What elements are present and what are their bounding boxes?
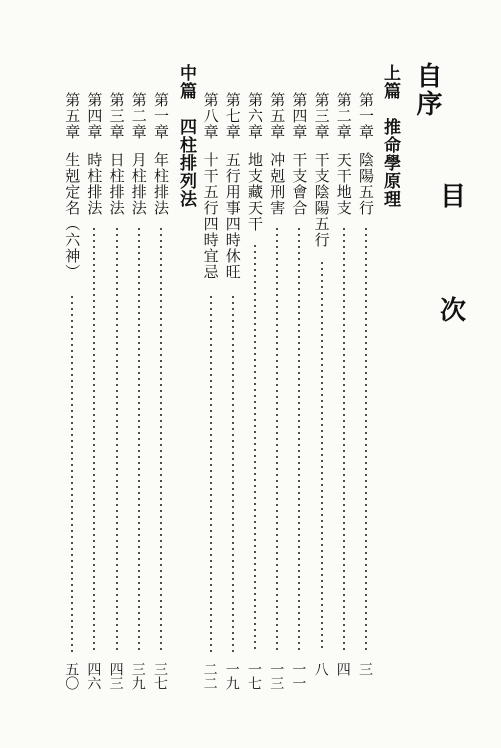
leader-dots	[93, 226, 95, 652]
leader-dots	[298, 226, 300, 652]
chapter-title: 干支會合	[290, 152, 309, 216]
chapter-title: 地支藏天干	[246, 152, 264, 232]
leader-dots	[343, 226, 345, 652]
page-number: 一一	[290, 662, 307, 690]
chapter-title: 日柱排法	[107, 152, 126, 216]
chapter-title: 陰陽五行	[357, 152, 375, 216]
page-number: 五〇	[63, 662, 80, 690]
chapter-number: 第六章	[246, 92, 264, 140]
chapter-number: 第三章	[312, 92, 331, 140]
chapter-number: 第五章	[63, 92, 82, 140]
chapter-number: 第三章	[107, 92, 126, 140]
page-number: 四	[334, 662, 351, 676]
page-number: 一九	[223, 662, 240, 690]
chapter-title: 干支陰陽五行	[312, 152, 331, 248]
leader-dots	[365, 226, 367, 652]
leader-dots	[321, 260, 323, 652]
page-number: 一七	[246, 662, 262, 690]
chapter-title: 天干地支	[334, 152, 353, 216]
chapter-number: 第二章	[129, 92, 148, 140]
page-number: 三九	[129, 662, 146, 690]
chapter-title: 五行用事四時休旺	[223, 152, 242, 280]
leader-dots	[210, 294, 212, 652]
page-number: 一三	[268, 662, 285, 690]
chapter-number: 第五章	[268, 92, 287, 140]
leader-dots	[116, 226, 118, 652]
toc-title-char1: 目	[440, 182, 467, 212]
part1-heading: 上篇 推命學原理	[380, 64, 400, 208]
leader-dots	[160, 226, 162, 652]
chapter-title: 冲剋刑害	[268, 152, 287, 216]
preface-label: 自序	[412, 62, 442, 118]
chapter-number: 第四章	[85, 92, 104, 140]
toc-title-char2: 次	[440, 296, 467, 326]
chapter-number: 第一章	[357, 92, 375, 140]
chapter-title: 月柱排法	[129, 152, 148, 216]
page-number: 四三	[107, 662, 124, 690]
chapter-title: 生剋定名（六神）	[63, 152, 82, 280]
chapter-number: 第四章	[290, 92, 309, 140]
page-number: 八	[312, 662, 329, 676]
leader-dots	[71, 294, 73, 652]
chapter-number: 第七章	[223, 92, 242, 140]
chapter-title: 時柱排法	[85, 152, 104, 216]
chapter-number: 第一章	[152, 92, 170, 140]
page-number: 二二	[201, 662, 218, 690]
leader-dots	[138, 226, 140, 652]
chapter-number: 第八章	[201, 92, 220, 140]
chapter-title: 年柱排法	[152, 152, 170, 216]
chapter-title: 十干五行四時宜忌	[201, 152, 220, 280]
leader-dots	[276, 226, 278, 652]
leader-dots	[232, 294, 234, 652]
page-number: 四六	[85, 662, 102, 690]
page-number: 三	[357, 662, 373, 676]
page-number: 三七	[152, 662, 168, 690]
chapter-number: 第二章	[334, 92, 353, 140]
leader-dots	[254, 243, 256, 652]
part2-heading: 中篇 四柱排列法	[176, 64, 196, 208]
